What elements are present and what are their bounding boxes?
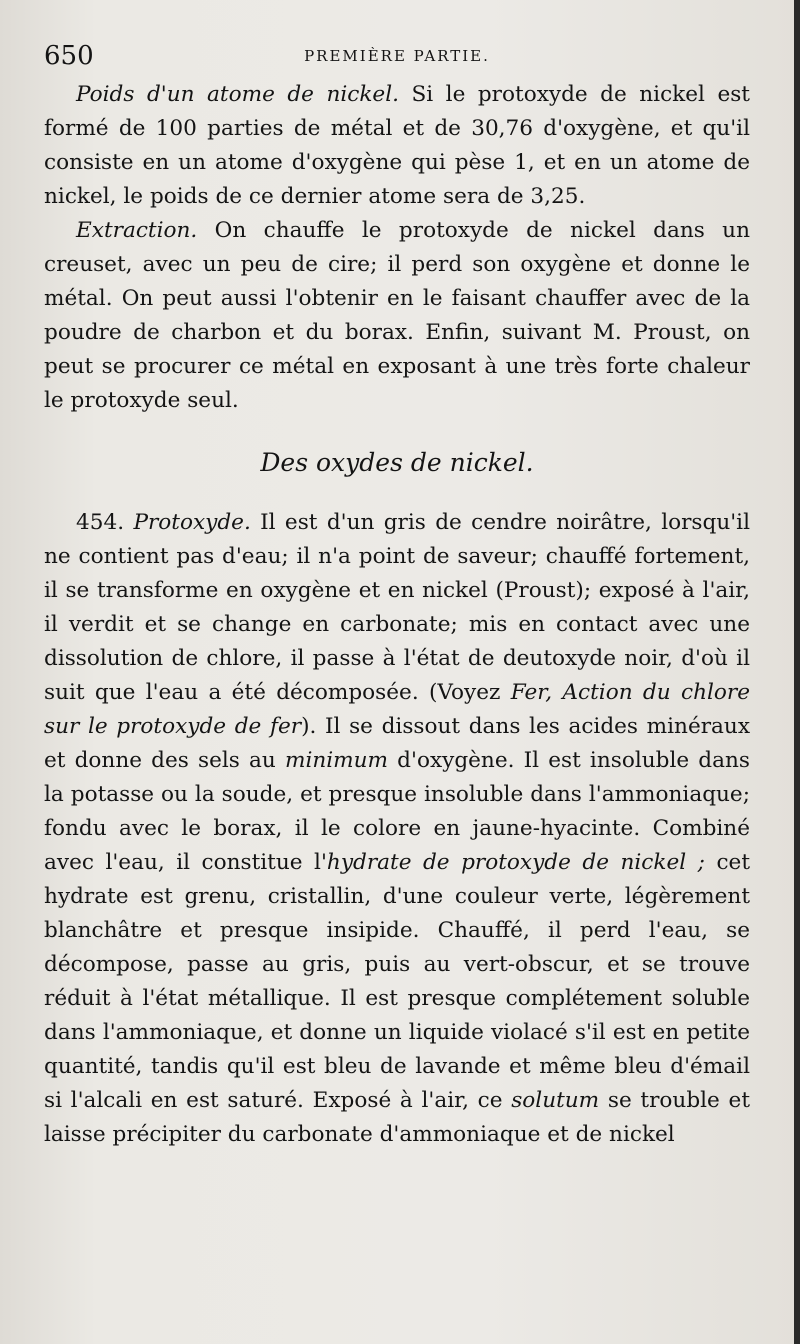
paragraph-protoxyde (44, 506, 750, 1152)
paragraph-text: On chauffe le protoxyde de nickel dans un creuset, avec un peu de cire; il perd son oxygène et donne le métal. On peut aussi l'obtenir en le faisant chauffer avec de la poudre de charbon et du borax. Enfin, suivant M. Proust, on peut se procurer ce métal en exposant à une très forte chaleur le protoxyde seul. (44, 218, 750, 413)
paragraph-text: Il est d'un gris de cendre noirâtre, lorsqu'il ne contient pas d'eau; il n'a point de saveur; chauffé fortement, il se transforme en oxygène et en nickel (Proust); exposé à l'air, il verdit et se change en carbonate; mis en contact avec une dissolution de chlore, il passe à l'état de deutoxyde noir, d'où il suit que l'eau a été décomposée. (Voyez (44, 510, 750, 705)
paragraph-title: Extraction. (76, 218, 198, 243)
paragraph-atomic-weight (44, 78, 750, 214)
paragraph-title: Protoxyde. (133, 510, 251, 535)
cross-reference: Fer, Action du chlore sur le protoxyde de fer (44, 680, 750, 739)
page-number: 650 (44, 41, 94, 71)
running-head: PREMIÈRE PARTIE. (304, 47, 490, 65)
page-header (44, 40, 750, 72)
paragraph-text: d'oxygène. Il est insoluble dans la potasse ou la soude, et presque insoluble dans l'ammoniaque; fondu avec le borax, il le colore en jaune-hyacinte. Combiné avec l'eau, il constitue l' (44, 748, 750, 875)
emphasis-term: minimum (284, 748, 389, 773)
article-number: 454. (76, 510, 125, 535)
paragraph-text: cet hydrate est grenu, cristallin, d'une couleur verte, légèrement blanchâtre et presque insipide. Chauffé, il perd l'eau, se décompose, passe au gris, puis au vert-obscur, et se trouve réduit à l'état métallique. Il est presque complétement soluble dans l'ammoniaque, et donne un liquide violacé s'il est en petite quantité, tandis qu'il est bleu de lavande et même bleu d'émail si l'alcali en est saturé. Exposé à l'air, ce (44, 850, 751, 1113)
body-text (44, 78, 750, 1152)
paragraph-text: se trouble et laisse précipiter du carbonate d'ammoniaque et de nickel (44, 1088, 750, 1147)
emphasis-term: solutum (511, 1088, 600, 1113)
paragraph-text: ). Il se dissout dans les acides minéraux et donne des sels au (44, 714, 750, 773)
paragraph-text: Si le protoxyde de nickel est formé de 100 parties de métal et de 30,76 d'oxygène, et qu'il consiste en un atome d'oxygène qui pèse 1, et en un atome de nickel, le poids de ce dernier atome sera de 3,25. (44, 82, 750, 209)
paragraph-extraction (44, 214, 750, 418)
page-edge-shadow (794, 0, 800, 1344)
paragraph-title: Poids d'un atome de nickel. (76, 82, 399, 107)
emphasis-term: hydrate de protoxyde de nickel ; (326, 850, 705, 875)
section-heading: Des oxydes de nickel. (260, 448, 534, 477)
